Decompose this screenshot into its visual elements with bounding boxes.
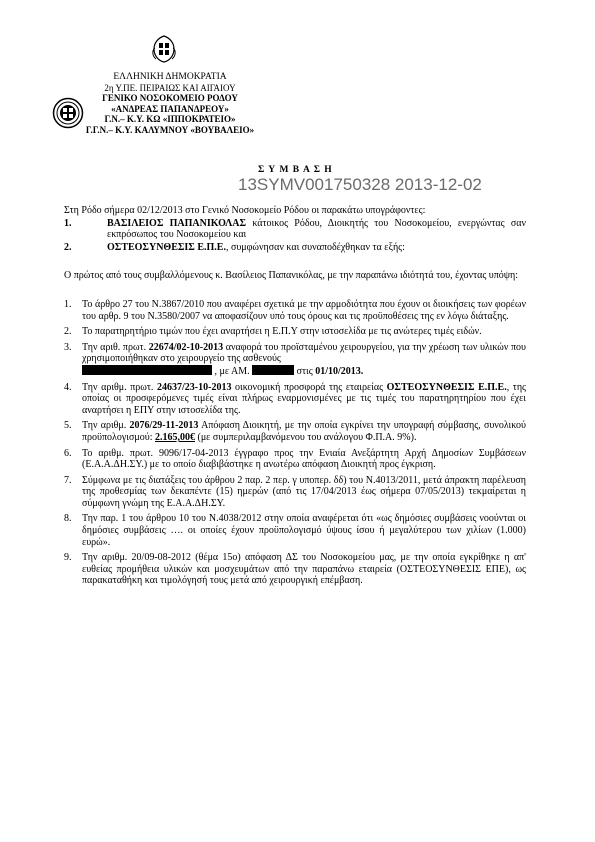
party-2-text: [107, 242, 526, 254]
total-budget: 2.165,00€: [154, 431, 195, 443]
list-item: 4. Την αριθμ. πρωτ. 24637/23-10-2013 οικονομική προσφορά της εταιρείας ΟΣΤΕΟΣΥΝΘΕΣΙΣ Ε.Π.Ε., της οποίας οι προσφερόμενες τιμές είναι πλήρως εναρμονισμένες με τις τιμές του παρατηρητηρίου που έχει αναρτήσει η ΕΠΥ στην ιστοσελίδα της.: [64, 381, 527, 416]
header-line-6: Γ.Γ.Ν.– Κ.Υ. ΚΑΛΥΜΝΟΥ «ΒΟΥΒΑΛΕΙΟ»: [85, 124, 255, 135]
ada-stamp: 13SYMV001750328 2013-12-02: [238, 175, 482, 194]
list-item: 7. Σύμφωνα με τις διατάξεις του άρθρου 2 παρ. 2 περ. γ υποπερ. δδ) του Ν.4013/2011, μετά άπρακτη παρέλευση της προθεσμίας των δεκαπέντε (15) ημερών (από τις 17/04/2013 έως σήμερα 07/05/2013) τεκμαίρεται η σύμφωνη γνώμη της Ε.Α.Α.ΔΗ.ΣΥ.: [64, 474, 526, 509]
list-item: 3. Την αριθ. πρωτ. 22674/02-10-2013 αναφορά του προϊσταμένου χειρουργείου, για την χρέωση των υλικών που χρησιμοποιήθηκαν στο χειρουργείο της ασθενούς , με ΑΜ. στις 01/10/2013.: [64, 341, 526, 377]
letterhead: [70, 72, 270, 136]
party-1-number: 1.: [64, 217, 72, 229]
party-2-name: ΟΣΤΕΟΣΥΝΘΕΣΙΣ Ε.Π.Ε.: [107, 241, 226, 253]
intro-paragraph: Ο πρώτος από τους συμβαλλόμενους κ. Βασίλειος Παπανικόλας, με την παραπάνω ιδιότητά του, έχοντας υπόψη:: [64, 270, 519, 282]
header-line-5: Γ.Ν.– Κ.Υ. ΚΩ «ΙΠΠΟΚΡΑΤΕΙΟ»: [104, 114, 236, 125]
list-item: 1. Το άρθρο 27 του Ν.3867/2010 που αναφέρει σχετικά με την αρμοδιότητα που έχουν οι διοικήσεις των φορέων του αρθρ. 9 του Ν.3580/2007 να αποφασίζουν υπό τους όρους και τις προϋποθέσεις της εν λόγω διάταξης.: [64, 298, 526, 322]
party-1: [64, 218, 526, 241]
list-item: 9. Την αριθμ. 20/09-08-2012 (θέμα 15ο) απόφαση ΔΣ του Νοσοκομείου μας, με την οποία εγκρίθηκε η απ' ευθείας προμήθεια υλικών και μοσχευμάτων από την παραπάνω εταιρεία (ΟΣΤΕΟΣΥΝΘΕΣΙΣ ΕΠΕ), ως παρακαταθήκη και τιμολόγησή τους μετά από χειρουργική επέμβαση.: [64, 552, 526, 587]
header-line-1: ΕΛΛΗΝΙΚΗ ΔΗΜΟΚΡΑΤΙΑ: [113, 72, 227, 82]
list-item: 2. Το παρατηρητήριο τιμών που έχει αναρτήσει η Ε.Π.Υ στην ιστοσελίδα με τις ανώτερες τιμές ειδών.: [64, 326, 482, 338]
considerations-list: [64, 299, 526, 587]
contract-title: Σ Υ Μ Β Α Σ Η: [258, 165, 333, 175]
document-body: [64, 205, 526, 591]
party-2: [64, 242, 526, 254]
header-line-2: 2η Υ.ΠΕ. ΠΕΙΡΑΙΩΣ ΚΑΙ ΑΙΓΑΙΟΥ: [104, 82, 236, 93]
party-1-text: [107, 218, 526, 241]
list-item: 5. Την αριθμ. 2076/29-11-2013 Απόφαση Διοικητή, με την οποία εγκρίνει την υπογραφή σύμβασης, συνολικού προϋπολογισμού: 2.165,00€ (με συμπεριλαμβανόμενου του ανάλογου Φ.Π.Α. 9%).: [64, 420, 527, 443]
party-1-description: κάτοικος Ρόδου, Διοικητής του Νοσοκομείου, ενεργώντας σαν εκπρόσωπος του Νοσοκομείου και: [107, 217, 526, 241]
party-2-number: 2.: [64, 241, 72, 253]
redacted-name: [82, 365, 212, 375]
list-item: 8. Την παρ. 1 του άρθρου 10 του Ν.4038/2012 στην οποία αναφέρεται ότι «ως δημόσιες συμβάσεις νοούνται οι δημόσιες συμβάσεις …. οι οποίες έχουν προϋπολογισμό ύψους ίσου ή μεγαλύτερου των χιλίων (1.000) ευρώ».: [64, 513, 526, 548]
redacted-am: [252, 365, 294, 375]
header-line-4: «ΑΝΔΡΕΑΣ ΠΑΠΑΝΔΡΕΟΥ»: [111, 103, 229, 114]
opening-paragraph: Στη Ρόδο σήμερα 02/12/2013 στο Γενικό Νοσοκομείο Ρόδου οι παρακάτω υπογράφοντες:: [64, 205, 426, 216]
party-1-name: ΒΑΣΙΛΕΙΟΣ ΠΑΠΑΝΙΚΟΛΑΣ: [107, 217, 247, 229]
party-2-description: , συμφώνησαν και συναποδέχθηκαν τα εξής:: [225, 241, 405, 253]
greek-crest-icon: [149, 34, 179, 64]
list-item: 6. Το αριθμ. πρωτ. 9096/17-04-2013 έγγραφο προς την Ενιαία Ανεξάρτητη Αρχή Δημοσίων Συμβάσεων (Ε.Α.Α.ΔΗ.ΣΥ.) με το οποίο διαβιβάστηκε η ανωτέρω απόφαση Διοικητή προς έγκριση.: [64, 447, 526, 471]
header-line-3: ΓΕΝΙΚΟ ΝΟΣΟΚΟΜΕΙΟ ΡΟΔΟΥ: [102, 93, 238, 104]
